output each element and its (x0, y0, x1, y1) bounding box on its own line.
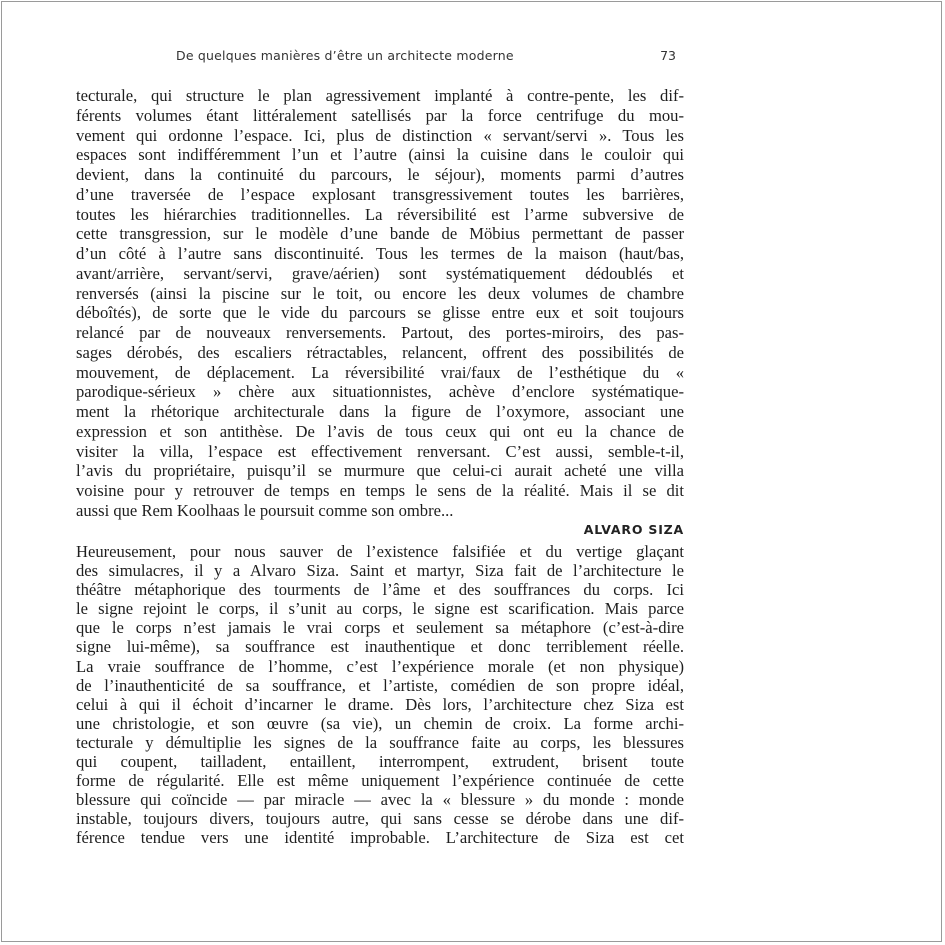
text-line: signe lui-même), sa souffrance est inauthentique et donc terriblement réelle. (76, 637, 684, 657)
running-title: De quelques manières d’être un architecte moderne (176, 48, 514, 63)
text-line: mouvement, de déplacement. La réversibilité vrai/faux de l’esthétique du « (76, 362, 684, 382)
text-line: férence tendue vers une identité improbable. L’architecture de Siza est cet (76, 828, 684, 848)
text-line: tecturale, qui structure le plan agressivement implanté à contre-pente, les dif- (76, 86, 684, 105)
text-line: d’un côté à l’autre sans discontinuité. Tous les termes de la maison (haut/bas, (76, 244, 684, 263)
text-line: vement qui ordonne l’espace. Ici, plus de distinction « servant/servi ». Tous les (76, 125, 684, 145)
text-line: une christologie, et son œuvre (sa vie), un chemin de croix. La forme archi- (76, 713, 684, 733)
text-line: qui coupent, tailladent, entaillent, interrompent, extrudent, brisent toute (76, 752, 684, 772)
text-line: le signe rejoint le corps, il s’unit au corps, le signe est scarification. Mais parce (76, 599, 684, 619)
text-line: visiter la villa, l’espace est effectivement renversant. C’est aussi, semble-t-il, (76, 441, 684, 461)
text-line: tecturale y démultiplie les signes de la souffrance faite au corps, les blessures (76, 732, 684, 752)
text-line: férents volumes étant littéralement satellisés par la force centrifuge du mou- (76, 105, 684, 125)
text-line: sages dérobés, des escaliers rétractables, relancent, offrent des possibilités de (76, 342, 684, 362)
text-line: déboîtés), de sorte que le vide du parcours se glisse entre eux et soit toujours (76, 303, 684, 323)
text-line: théâtre métaphorique des tourments de l’âme et des souffrances du corps. Ici (76, 580, 684, 600)
text-line: l’avis du propriétaire, puisqu’il se murmure que celui-ci aurait acheté une villa (76, 461, 684, 481)
text-line: Heureusement, pour nous sauver de l’existence falsifiée et du vertige glaçant (76, 542, 684, 561)
text-line: des simulacres, il y a Alvaro Siza. Saint et martyr, Siza fait de l’architecture le (76, 561, 684, 581)
paragraph-2 (76, 542, 684, 848)
text-line: devient, dans la continuité du parcours, le séjour), moments parmi d’autres (76, 165, 684, 184)
text-line: espaces sont indifféremment l’un et l’autre (ainsi la cuisine dans le couloir qui (76, 145, 684, 165)
text-line: relancé par de nouveaux renversements. Partout, des portes-miroirs, des pas- (76, 323, 684, 342)
text-line: avant/arrière, servant/servi, grave/aérien) sont systématiquement dédoublés et (76, 263, 684, 283)
text-line: renversés (ainsi la piscine sur le toit, ou encore les deux volumes de chambre (76, 283, 684, 303)
text-line: voisine pour y retrouver de temps en temps le sens de la réalité. Mais il se dit (76, 481, 684, 500)
text-line: parodique-sérieux » chère aux situationnistes, achève d’enclore systématique- (76, 382, 684, 402)
page-number: 73 (660, 48, 676, 63)
text-line: forme de régularité. Elle est même uniquement l’expérience continuée de cette (76, 771, 684, 791)
text-line: de l’inauthenticité de sa souffrance, et l’artiste, comédien de son propre idéal, (76, 675, 684, 695)
text-line: toutes les hiérarchies traditionnelles. La réversibilité est l’arme subversive de (76, 204, 684, 224)
text-line: que le corps n’est jamais le vrai corps et seulement sa métaphore (c’est-à-dire (76, 618, 684, 638)
text-line: cette transgression, sur le modèle d’une bande de Möbius permettant de passer (76, 224, 684, 244)
text-line: expression et son antithèse. De l’avis de tous ceux qui ont eu la chance de (76, 421, 684, 441)
text-line: La vraie souffrance de l’homme, c’est l’expérience morale (et non physique) (76, 656, 684, 676)
text-line: d’une traversée de l’espace explosant transgressivement toutes les barrières, (76, 184, 684, 204)
section-heading: ALVARO SIZA (583, 522, 684, 537)
text-line: celui à qui il échoit d’incarner le drame. Dès lors, l’architecture chez Siza est (76, 694, 684, 714)
text-line: blessure qui coïncide — par miracle — avec la « blessure » du monde : monde (76, 790, 684, 810)
text-line: aussi que Rem Koolhaas le poursuit comme son ombre... (76, 500, 454, 520)
text-line: instable, toujours divers, toujours autre, qui sans cesse se dérobe dans une dif- (76, 809, 684, 829)
text-line: ment la rhétorique architecturale dans la figure de l’oxymore, associant une (76, 402, 684, 421)
running-header (76, 48, 684, 68)
paragraph-1 (76, 86, 684, 521)
